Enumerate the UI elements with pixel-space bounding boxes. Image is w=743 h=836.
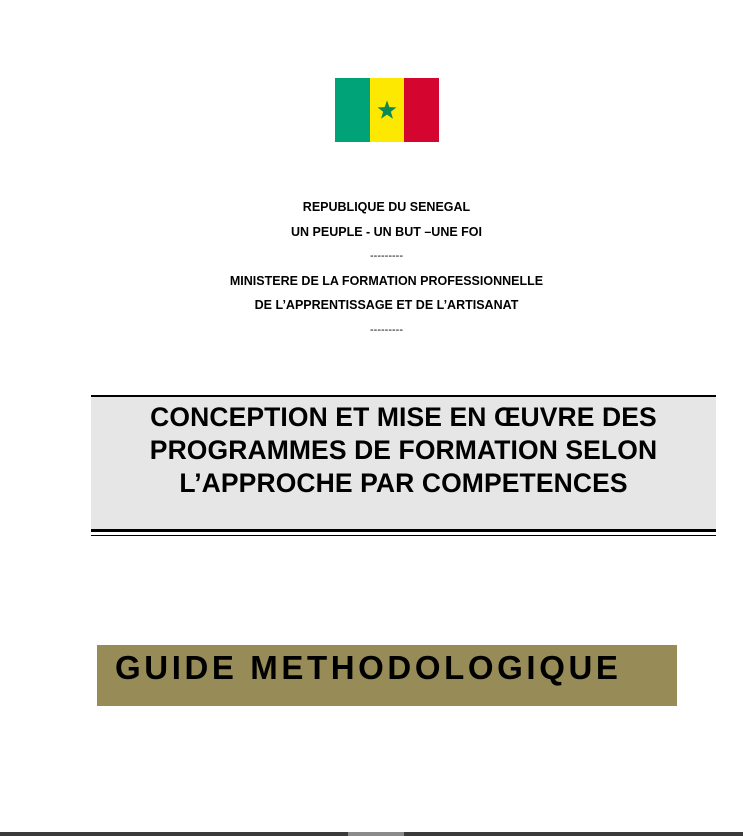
flag-band-green (335, 78, 370, 142)
senegal-flag-icon (335, 78, 439, 142)
scrollbar-thumb[interactable] (348, 832, 404, 836)
flag-band-yellow (370, 78, 405, 142)
ministry-line-1: MINISTERE DE LA FORMATION PROFESSIONNELLE (229, 273, 544, 288)
title-line-3: L’APPROCHE PAR COMPETENCES (179, 468, 628, 498)
title-line-1: CONCEPTION ET MISE EN ŒUVRE DES (150, 402, 657, 432)
document-title (91, 401, 716, 500)
title-banner (91, 395, 716, 529)
title-underline (91, 529, 716, 536)
guide-banner (97, 645, 677, 706)
ministry-line-2: DE L’APPRENTISSAGE ET DE L’ARTISANAT (254, 298, 519, 312)
title-line-2: PROGRAMMES DE FORMATION SELON (149, 435, 658, 465)
star-icon (376, 99, 398, 121)
republic-name: REPUBLIQUE DU SENEGAL (302, 200, 471, 214)
document-header (0, 195, 743, 342)
guide-label: GUIDE METHODOLOGIQUE (115, 649, 622, 686)
flag-band-red (404, 78, 439, 142)
national-motto: UN PEUPLE - UN BUT –UNE FOI (291, 224, 482, 239)
separator: --------- (370, 323, 403, 336)
horizontal-scrollbar[interactable] (0, 832, 743, 836)
separator: --------- (370, 250, 403, 262)
